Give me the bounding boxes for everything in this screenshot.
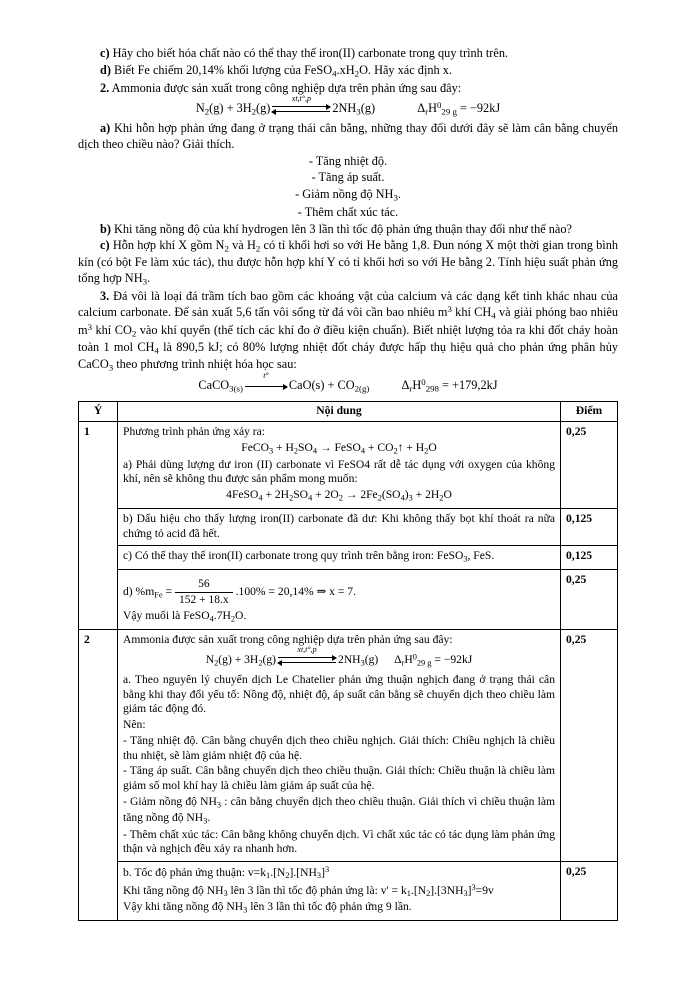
question-2-text: Ammonia được sản xuất trong công nghiệp dựa trên phản ứng sau đây:: [111, 80, 462, 95]
row2-b-text3: Vậy khi tăng nồng độ $NH_3$ lên 3 lần thì tốc độ phản ứng 9 lần.: [123, 900, 412, 915]
header-score: Điểm: [561, 402, 618, 422]
row-1-score-d: 0,25: [561, 570, 618, 629]
row-1-content-c: [118, 546, 561, 570]
row1-d-concl: Vậy muối là $FeSO_4.7H_2O$.: [123, 608, 247, 623]
reversible-arrow-icon: [272, 93, 330, 117]
row-1-score-b: 0,125: [561, 509, 618, 546]
row2-nen: Nên:: [123, 718, 146, 732]
equation-right: $2NH_3(g)$: [332, 101, 376, 117]
fraction-numerator: 56: [175, 577, 233, 593]
row2-arrow-label: xt,t°,p: [297, 644, 317, 654]
table-row: [79, 546, 618, 570]
question-d: [78, 63, 618, 80]
document-content: [78, 46, 618, 921]
row-2-content-b: [118, 861, 561, 920]
answer-table: [78, 401, 618, 921]
row1-a-eq: 4FeSO$_4$ + $2H_2SO_4 + 2O_2 \to 2Fe_2(SO_4)_3 + 2H_2O$: [226, 488, 452, 503]
row2-eq-enthalpy: $\Delta_rH^0_{29 g} = -92kJ$: [394, 652, 473, 668]
row-2-label: 2: [79, 629, 118, 921]
question-3-text: Đá vôi là loại đá trầm tích bao gồm các khoáng vật của calcium và các dạng kết tinh khác nhau của calcium carbonate. Để sản xuất 5,6 tấn vôi sống từ đá vôi cần bao nhiêu $m^3$ khí $CH_4$ và giải phóng bao nhiêu $m^3$ khí $CO_2$ vào khí quyển (thể tích các khí đo ở điều kiện chuẩn). Biết nhiệt lượng tỏa ra khi đốt cháy hoàn toàn 1 mol $CH_4$ là 890,5 kJ; có 80% lượng nhiệt đốt cháy được hấp thụ hiệu quả cho phản ứng phân hủy CaCO$_3$ theo phương trình nhiệt hóa học sau:: [78, 288, 619, 373]
row2-intro: Ammonia được sản xuất trong công nghiệp dựa trên phản ứng sau đây:: [123, 632, 453, 646]
question-d-label: d): [100, 62, 111, 77]
table-row: [79, 570, 618, 629]
question-c-label: c): [100, 46, 110, 60]
table-row: [79, 861, 618, 920]
row-1-label: 1: [79, 421, 118, 629]
question-c-text: Hãy cho biết hóa chất nào có thể thay thế iron(II) carbonate trong quy trình trên.: [112, 46, 509, 60]
row1-intro: Phương trình phản ứng xảy ra:: [123, 424, 266, 438]
arrow3-label: t°: [263, 370, 269, 380]
question-2c-label: c): [100, 238, 110, 253]
q2a-item-0: - Tăng nhiệt độ.: [308, 153, 388, 168]
fraction: [175, 577, 233, 607]
question-2a-label: a): [100, 121, 111, 136]
row1-a-text: a) Phải dùng lượng dư iron (II) carbonate vì FeSO4 rất dễ tác dụng với oxygen của không khí, nên sẽ không thu được sản phẩm mong muốn:: [123, 457, 555, 486]
question-2b-text: Khi tăng nồng độ của khí hydrogen lên 3 lần thì tốc độ phản ứng thuận thay đổi như thế nào?: [114, 221, 572, 236]
reversible-arrow-icon: [278, 644, 336, 667]
row2-item-0: - Tăng nhiệt độ. Cân bằng chuyển dịch theo chiều nghịch. Giải thích: Chiều nghịch là chiều thu nhiệt, sẽ làm giảm nhiệt độ của hệ.: [123, 733, 555, 762]
row1-b-text: b) Dấu hiệu cho thấy lượng iron(II) carbonate đã dư: Khi không thấy bọt khí thoát ra nữa chứng tỏ acid đã hết.: [123, 512, 555, 540]
row1-d-text: [123, 577, 555, 607]
question-2b: [78, 222, 618, 238]
q2a-item-2: - Giảm nồng độ $NH_3$.: [295, 186, 401, 203]
row-1-score-c: 0,125: [561, 546, 618, 570]
q2a-item-3: - Thêm chất xúc tác.: [297, 204, 399, 219]
row1-d-suffix: .100% = 20,14% ⇒ x = 7.: [235, 585, 357, 599]
equation3-right: $CaO(s) + CO_{2(g)}$: [288, 378, 370, 394]
heat-arrow-icon: [245, 370, 287, 394]
row-1-content-a: [118, 421, 561, 508]
question-d-text: Biết Fe chiếm 20,14% khối lượng của $FeSO_4.xH_2O$. Hãy xác định x.: [114, 62, 452, 79]
equation-ammonia: [78, 93, 618, 118]
question-c: [78, 46, 618, 62]
question-2c-text: Hỗn hợp khí X gồm $N_2$ và $H_2$ có tỉ khối hơi so với He bằng 1,8. Đun nóng X một thời gian trong bình kín (có bột Fe làm xúc tác), thu được hỗn hợp khí Y có tỉ khối hơi so với He bằng 2. Tính hiệu suất phản ứng tổng hợp $NH_3$.: [78, 238, 619, 287]
row-2-content-a: [118, 629, 561, 861]
equation-left: $N_2(g) + 3H_2(g)$: [195, 101, 271, 117]
row2-b-text2: Khi tăng nồng độ $NH_3$ lên 3 lần thì tốc độ phản ứng là: $v' = k_1.[N_2].[3NH_3]^3=9v$: [123, 882, 494, 898]
question-2b-label: b): [100, 221, 111, 236]
row2-item-2: - Giảm nồng độ $NH_3$ : cân bằng chuyển dịch theo chiều thuận. Giải thích vì chiều thuận làm tăng nồng độ $NH_3$.: [123, 794, 555, 825]
row2-eq-left: $N_2(g) + 3H_2(g)$: [205, 652, 277, 668]
question-3: [78, 289, 618, 374]
arrow-label: xt,t°,p: [291, 93, 311, 103]
table-header-row: [79, 402, 618, 422]
row2-a-text: a. Theo nguyên lý chuyển dịch Le Chatelier phản ứng thuận nghịch đang ở trạng thái cân bằng khi thay đổi yếu tố: Nồng độ, nhiệt độ, áp suất cân bằng sẽ chuyển dịch theo chiều làm giảm tác động đó.: [123, 672, 555, 716]
table-row: [79, 629, 618, 861]
row2-equation: [123, 644, 555, 669]
fraction-denominator: 152 + 18.x: [179, 593, 229, 606]
question-2-label: 2.: [100, 80, 110, 95]
question-2: [78, 81, 618, 97]
row1-eq1: FeCO$_3$ + $H_2SO_4$ → FeSO$_4$ + $CO_2↑ + H_2O$: [241, 440, 437, 456]
table-row: [79, 421, 618, 508]
question-3-label: 3.: [100, 288, 110, 303]
equation3-left: CaCO$_{3(s)}$: [198, 378, 243, 394]
row-1-score-a: 0,25: [561, 421, 618, 508]
table-row: [79, 509, 618, 546]
equation3-enthalpy: $\Delta_rH^0_{298} = +179,2kJ$: [401, 377, 498, 394]
row1-c-text: c) Có thể thay thế iron(II) carbonate trong quy trình trên bằng iron: FeSO$_3$, FeS.: [123, 549, 495, 564]
row-1-content-d: [118, 570, 561, 629]
equation-caco3: [78, 370, 618, 395]
header-y: Ý: [79, 402, 118, 422]
row-2-score-a: 0,25: [561, 629, 618, 861]
question-2c: [78, 238, 618, 287]
header-content: Nội dung: [118, 402, 561, 422]
question-2a: [78, 121, 618, 152]
question-2a-text: Khi hỗn hợp phản ứng đang ở trạng thái cân bằng, những thay đổi dưới đây sẽ làm cân bằng chuyển dịch theo chiều nào? Giải thích.: [78, 121, 619, 151]
row2-item-3: - Thêm chất xúc tác: Cân bằng không chuyển dịch. Vì chất xúc tác có tác dụng làm phản ứng thận và nghịch đều xảy ra nhanh hơn.: [123, 827, 555, 856]
row1-d-prefix: d) $\%m_{Fe}$ =: [123, 585, 173, 600]
row-1-content-b: [118, 509, 561, 546]
q2a-item-1: - Tăng áp suất.: [311, 170, 385, 185]
row2-eq-right: $2NH_3(g)$: [338, 652, 379, 668]
row2-item-1: - Tăng áp suất. Cân bằng chuyển dịch theo chiều thuận. Giải thích: Chiều thuận là chiều làm giảm số mol khí hay là chiều làm giảm áp suất của hệ.: [123, 764, 555, 792]
row2-b-text1: b. Tốc độ phản ứng thuận: $v=k_1.[N_2].[NH_3]^3$: [123, 864, 330, 881]
equation-enthalpy: $\Delta_rH^0_{29 g} = -92kJ$: [417, 100, 501, 117]
row-2-score-b: 0,25: [561, 861, 618, 920]
